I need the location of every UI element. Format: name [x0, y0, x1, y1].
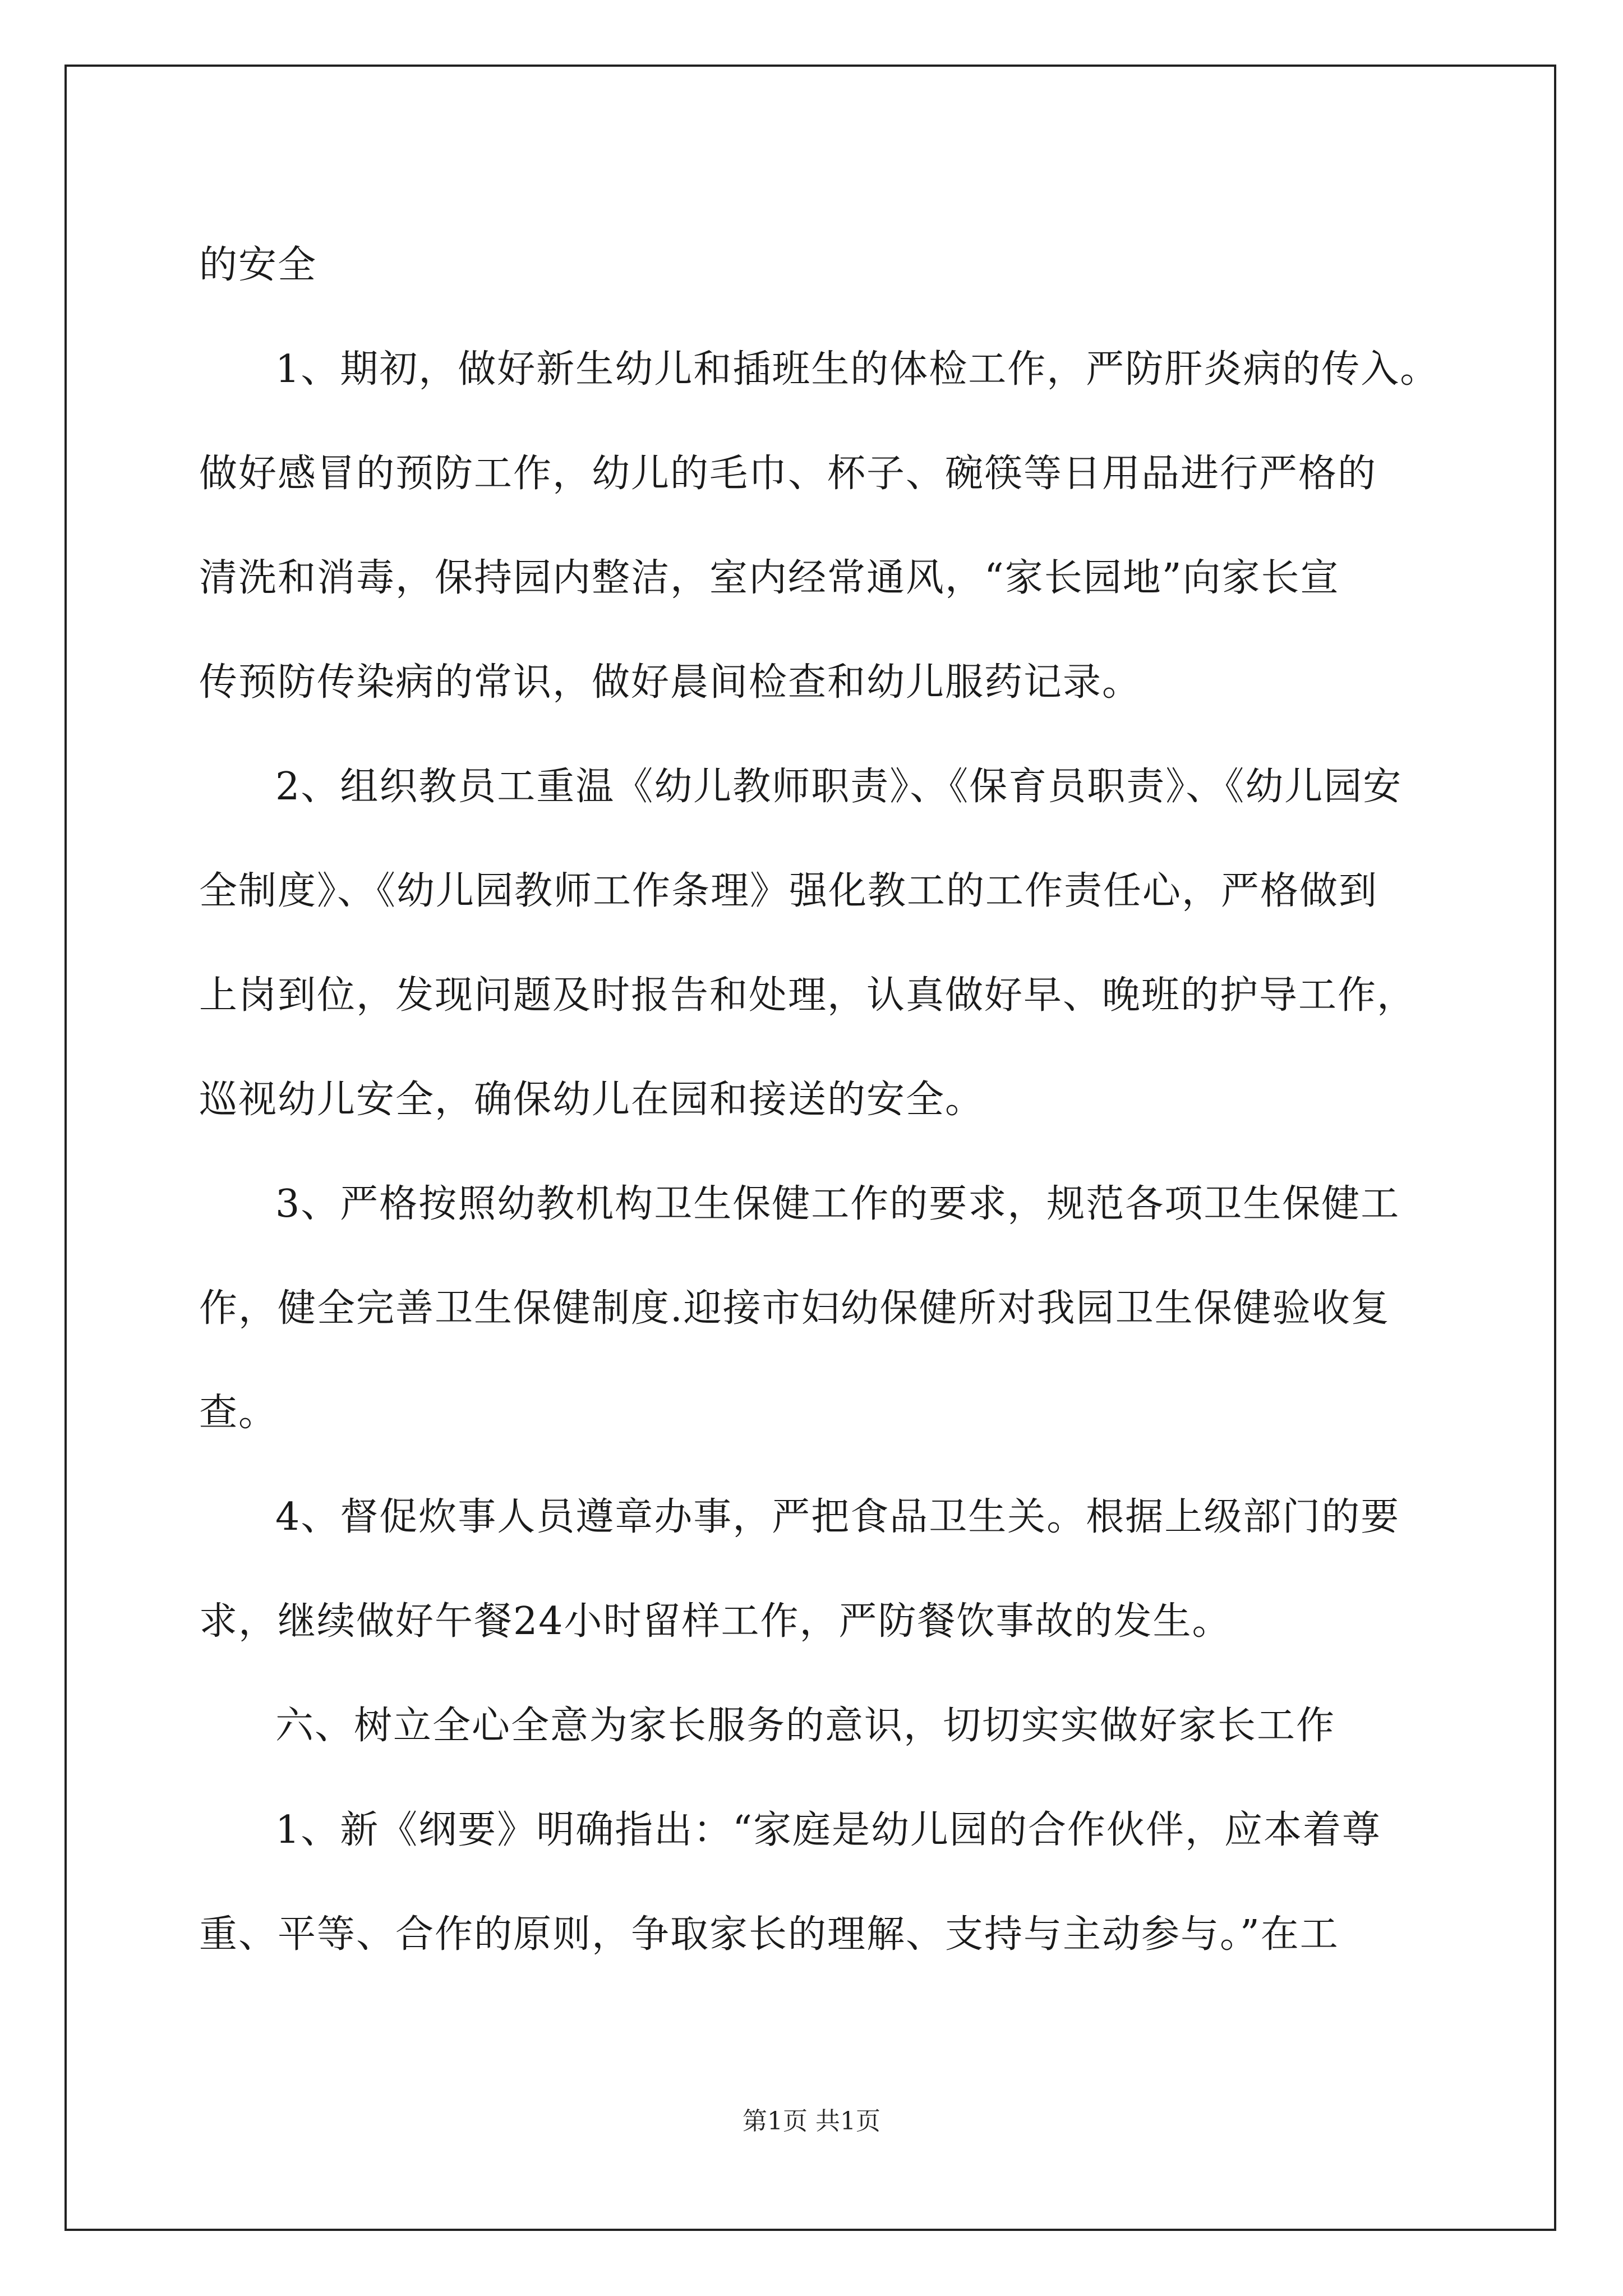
text-line-3: 做好感冒的预防工作，幼儿的毛巾、杯子、碗筷等日用品进行严格的 [199, 452, 1377, 496]
text-line-1: 的安全 [199, 243, 317, 287]
text-line-2: 1、期初，做好新生幼儿和插班生的体检工作，严防肝炎病的传入。 [275, 347, 1440, 392]
text-line-5: 传预防传染病的常识，做好晨间检查和幼儿服药记录。 [199, 660, 1142, 705]
text-line-8: 上岗到位，发现问题及时报告和处理，认真做好早、晚班的护导工作， [199, 973, 1417, 1018]
text-line-9: 巡视幼儿安全，确保幼儿在园和接送的安全。 [199, 1078, 985, 1122]
text-line-11: 作，健全完善卫生保健制度.迎接市妇幼保健所对我园卫生保健验收复 [199, 1286, 1390, 1331]
text-line-6: 2、组织教员工重温《幼儿教师职责》、《保育员职责》、《幼儿园安 [275, 765, 1403, 809]
document-body [199, 213, 1440, 1987]
text-line-10: 3、严格按照幼教机构卫生保健工作的要求，规范各项卫生保健工 [275, 1182, 1400, 1226]
text-line-13: 4、督促炊事人员遵章办事，严把食品卫生关。根据上级部门的要 [275, 1495, 1400, 1539]
text-line-16: 1、新《纲要》明确指出：“家庭是幼儿园的合作伙伴，应本着尊 [275, 1808, 1382, 1852]
text-line-7: 全制度》、《幼儿园教师工作条理》强化教工的工作责任心，严格做到 [199, 869, 1378, 913]
text-line-15: 六、树立全心全意为家长服务的意识，切切实实做好家长工作 [275, 1704, 1336, 1748]
text-line-14: 求，继续做好午餐24小时留样工作，严防餐饮事故的发生。 [199, 1599, 1232, 1644]
page-number-footer: 第1页 共1页 [743, 2107, 880, 2136]
text-line-17: 重、平等、合作的原则，争取家长的理解、支持与主动参与。”在工 [199, 1912, 1339, 1957]
text-line-12: 查。 [199, 1391, 278, 1435]
text-line-4: 清洗和消毒，保持园内整洁，室内经常通风，“家长园地”向家长宣 [199, 556, 1340, 600]
